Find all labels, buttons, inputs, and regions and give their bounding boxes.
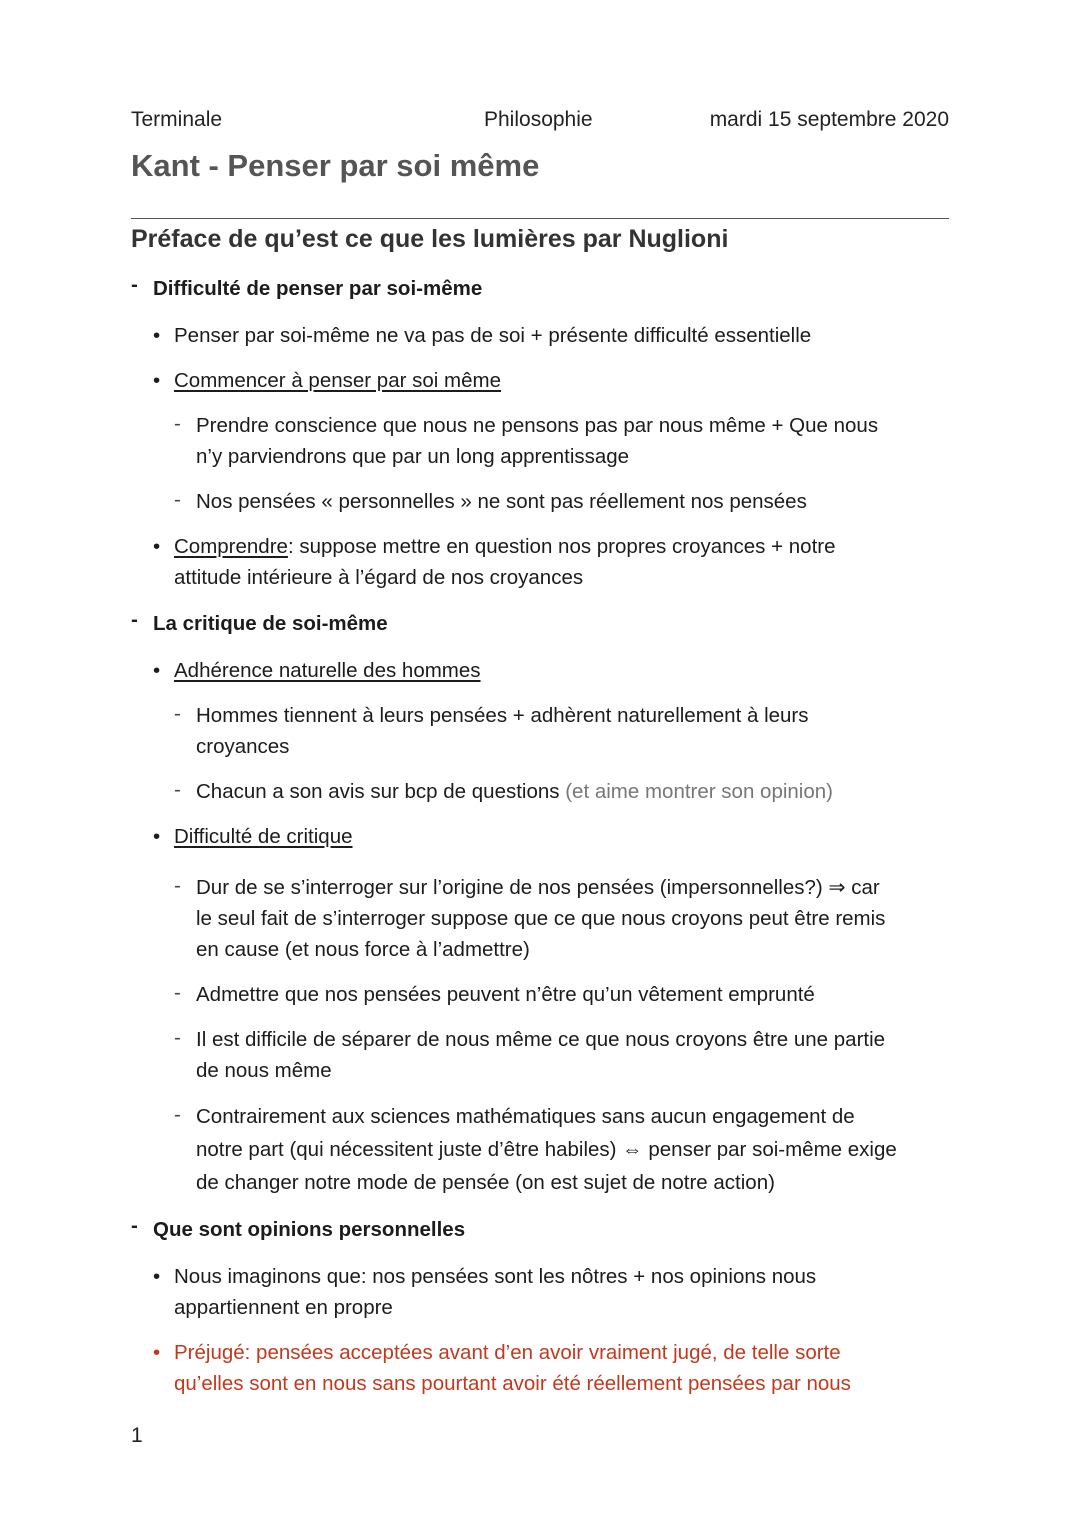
section-heading bbox=[131, 607, 961, 641]
section-heading bbox=[131, 272, 961, 306]
sub-item-line: en cause (et nous force à l’admettre) bbox=[196, 938, 530, 961]
header-subject: Philosophie bbox=[484, 108, 593, 131]
section-heading-text: La critique de soi-même bbox=[153, 612, 388, 635]
dash-marker: - bbox=[174, 412, 181, 435]
bullet-marker: • bbox=[153, 324, 161, 347]
bullet-item bbox=[131, 655, 961, 686]
bullet-text: : suppose mettre en question nos propres croyances + notre bbox=[287, 535, 836, 558]
bullet-item bbox=[131, 531, 961, 593]
header-level: Terminale bbox=[131, 108, 223, 131]
sub-item-line: notre part (qui nécessitent juste d’être habiles) ⇔ penser par soi-même exige bbox=[196, 1138, 897, 1161]
sub-item-line: Contrairement aux sciences mathématiques sans aucun engagement de bbox=[196, 1105, 855, 1128]
sub-item bbox=[131, 979, 956, 1010]
page-subtitle: Préface de qu’est ce que les lumières par Nuglioni bbox=[131, 225, 729, 253]
section-dash-marker: - bbox=[131, 273, 138, 296]
bullet-text-line: qu’elles sont en nous sans pourtant avoir été réellement pensées par nous bbox=[174, 1372, 851, 1395]
dash-marker: - bbox=[174, 1026, 181, 1049]
dash-marker: - bbox=[174, 1103, 181, 1126]
sub-item bbox=[131, 776, 956, 807]
bullet-text: Penser par soi-même ne va pas de soi + présente difficulté essentielle bbox=[174, 324, 812, 347]
sub-item bbox=[131, 872, 956, 965]
dash-marker: - bbox=[174, 778, 181, 801]
sub-item-line: Nos pensées « personnelles » ne sont pas réellement nos pensées bbox=[196, 490, 807, 513]
bullet-text-line: Préjugé: pensées acceptées avant d’en avoir vraiment jugé, de telle sorte bbox=[174, 1341, 841, 1364]
section-heading-text: Que sont opinions personnelles bbox=[153, 1218, 466, 1241]
sub-item-line: Admettre que nos pensées peuvent n’être qu’un vêtement emprunté bbox=[196, 983, 815, 1006]
sub-item-line: n’y parviendrons que par un long apprentissage bbox=[196, 445, 630, 468]
sub-item bbox=[131, 700, 956, 762]
dash-marker: - bbox=[174, 874, 181, 897]
bullet-item bbox=[131, 320, 961, 351]
sub-item-line: Hommes tiennent à leurs pensées + adhèrent naturellement à leurs bbox=[196, 704, 809, 727]
bullet-item bbox=[131, 365, 961, 396]
bullet-item bbox=[131, 1261, 961, 1323]
bullet-text-underlined: Difficulté de critique bbox=[174, 825, 353, 848]
title-divider bbox=[131, 218, 949, 219]
sub-item bbox=[131, 410, 956, 472]
sub-item bbox=[131, 1100, 956, 1199]
term-underlined: Comprendre bbox=[174, 535, 288, 558]
bullet-marker: • bbox=[153, 1341, 161, 1364]
sub-item-line: Il est difficile de séparer de nous même ce que nous croyons être une partie bbox=[196, 1028, 886, 1051]
page-number: 1 bbox=[131, 1424, 143, 1447]
bullet-marker: • bbox=[153, 535, 161, 558]
bullet-text-underlined: Adhérence naturelle des hommes bbox=[174, 659, 481, 682]
document-header bbox=[131, 108, 949, 136]
sub-item-line: Dur de se s’interroger sur l’origine de nos pensées (impersonnelles?) ⇒ car bbox=[196, 876, 880, 899]
bullet-text-line: attitude intérieure à l’égard de nos croyances bbox=[174, 566, 584, 589]
sub-item-line: croyances bbox=[196, 735, 290, 758]
aside-note: (et aime montrer son opinion) bbox=[565, 780, 833, 803]
dash-marker: - bbox=[174, 488, 181, 511]
bullet-item-highlight bbox=[131, 1337, 961, 1399]
sub-item-text: Chacun a son avis sur bcp de questions bbox=[196, 780, 560, 803]
bullet-item bbox=[131, 821, 961, 852]
sub-item bbox=[131, 1024, 956, 1086]
bullet-marker: • bbox=[153, 369, 161, 392]
dash-marker: - bbox=[174, 702, 181, 725]
section-heading-text: Difficulté de penser par soi-même bbox=[153, 277, 483, 300]
notes-content bbox=[131, 272, 961, 1413]
sub-item-line: le seul fait de s’interroger suppose que ce que nous croyons peut être remis bbox=[196, 907, 886, 930]
bullet-text-underlined: Commencer à penser par soi même bbox=[174, 369, 501, 392]
section-dash-marker: - bbox=[131, 608, 138, 631]
bullet-marker: • bbox=[153, 659, 161, 682]
section-dash-marker: - bbox=[131, 1214, 138, 1237]
sub-item-line: Prendre conscience que nous ne pensons pas par nous même + Que nous bbox=[196, 414, 879, 437]
page-title: Kant - Penser par soi même bbox=[131, 148, 540, 183]
sub-item bbox=[131, 486, 956, 517]
bullet-text-line: appartiennent en propre bbox=[174, 1296, 393, 1319]
sub-item-line: de nous même bbox=[196, 1059, 332, 1082]
bullet-marker: • bbox=[153, 1265, 161, 1288]
section-heading bbox=[131, 1213, 961, 1247]
dash-marker: - bbox=[174, 981, 181, 1004]
sub-item-line: de changer notre mode de pensée (on est sujet de notre action) bbox=[196, 1171, 775, 1194]
header-date: mardi 15 septembre 2020 bbox=[709, 108, 949, 131]
bullet-marker: • bbox=[153, 825, 161, 848]
bullet-text-line: Nous imaginons que: nos pensées sont les nôtres + nos opinions nous bbox=[174, 1265, 817, 1288]
